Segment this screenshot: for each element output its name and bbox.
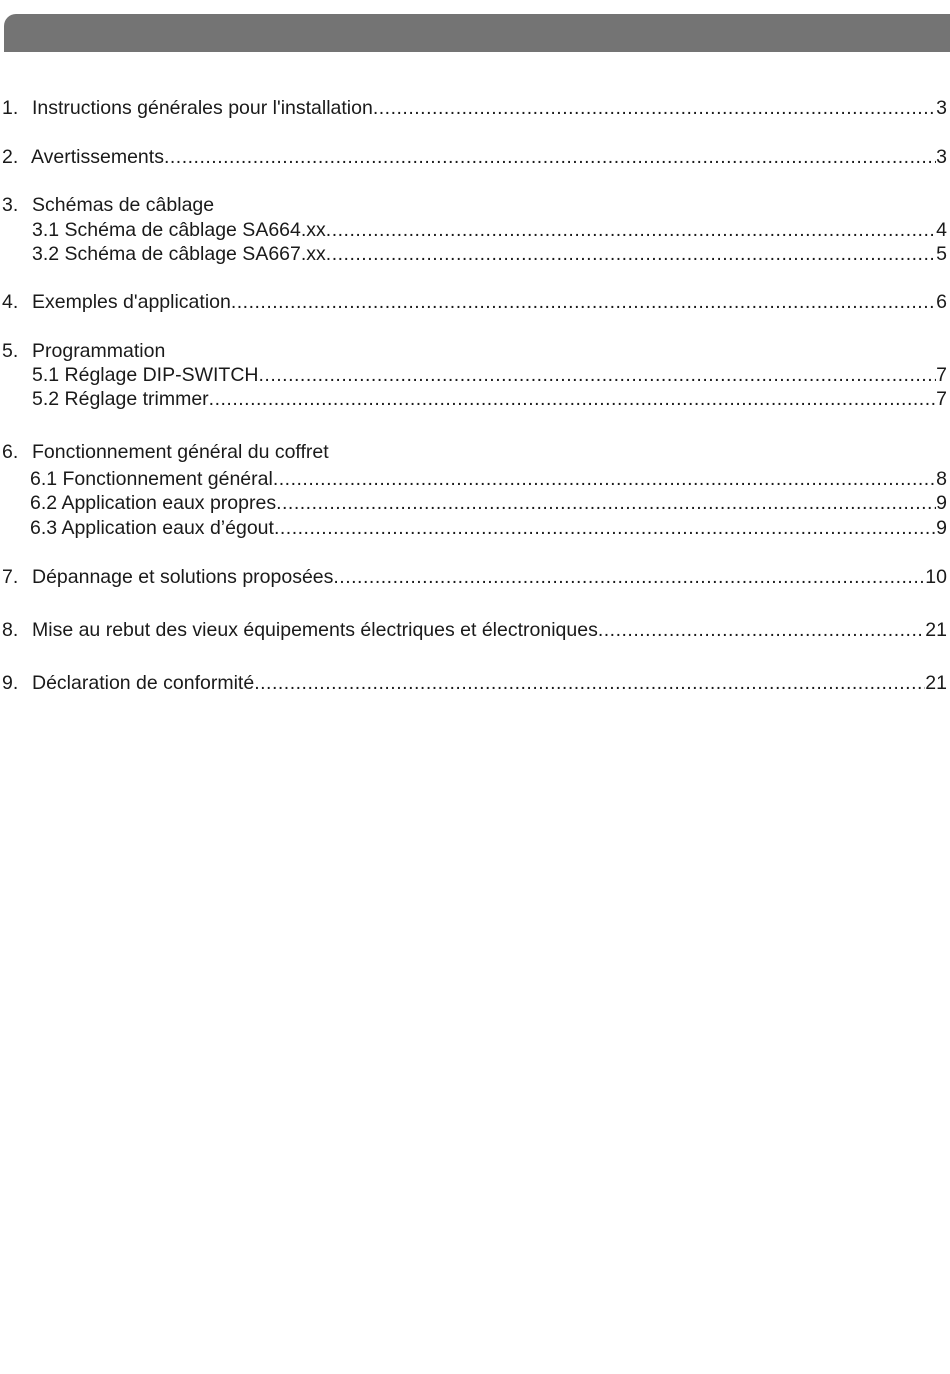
dot-leader — [254, 671, 925, 695]
toc-section-6[interactable] — [0, 440, 947, 464]
toc-entry-page: 7 — [936, 388, 947, 410]
toc-section-5[interactable] — [0, 339, 947, 363]
toc-entry-6-1[interactable] — [0, 467, 947, 491]
dot-leader — [598, 618, 925, 642]
toc-entry-1[interactable] — [0, 96, 947, 120]
toc-entry-8[interactable] — [0, 618, 947, 642]
toc-entry-title: Avertissements — [31, 146, 164, 168]
toc-entry-page: 21 — [925, 672, 947, 694]
dot-leader — [164, 145, 936, 169]
toc-entry-title: Mise au rebut des vieux équipements électriques et électroniques — [32, 619, 598, 641]
toc-entry-page: 8 — [936, 468, 947, 490]
toc-entry-6-3[interactable] — [0, 516, 947, 540]
toc-entry-3-1[interactable] — [0, 218, 947, 242]
toc-entry-title: 5.2 Réglage trimmer — [32, 388, 209, 410]
dot-leader — [273, 467, 936, 491]
toc-entry-title: 3.1 Schéma de câblage SA664.xx — [32, 219, 326, 241]
toc-section-title: Programmation — [32, 340, 166, 362]
toc-entry-number: 8. — [2, 619, 19, 641]
toc-entry-number: 9. — [2, 672, 19, 694]
toc-entry-number: 5. — [2, 340, 19, 362]
dot-leader — [326, 242, 936, 266]
toc-section-3[interactable] — [0, 193, 947, 217]
toc-entry-title: Déclaration de conformité — [32, 672, 255, 694]
toc-entry-page: 9 — [936, 492, 947, 514]
toc-entry-title: Instructions générales pour l'installation — [32, 97, 373, 119]
toc-entry-number: 1. — [2, 97, 19, 119]
toc-entry-title: 6.2 Application eaux propres — [30, 492, 277, 514]
dot-leader — [259, 363, 937, 387]
toc-section-title: Fonctionnement général du coffret — [32, 441, 329, 463]
toc-entry-5-1[interactable] — [0, 363, 947, 387]
toc-entry-page: 3 — [936, 97, 947, 119]
toc-entry-title: Dépannage et solutions proposées — [32, 566, 334, 588]
toc-entry-4[interactable] — [0, 290, 947, 314]
toc-entry-page: 6 — [936, 291, 947, 313]
toc-entry-number: 7. — [2, 566, 19, 588]
toc-entry-7[interactable] — [0, 565, 947, 589]
toc-entry-title: 3.2 Schéma de câblage SA667.xx — [32, 243, 326, 265]
dot-leader — [274, 516, 936, 540]
toc-entry-page: 5 — [936, 243, 947, 265]
toc-entry-2[interactable] — [0, 145, 947, 169]
toc-entry-title: 6.3 Application eaux d’égout — [30, 517, 274, 539]
toc-entry-page: 7 — [936, 364, 947, 386]
toc-entry-6-2[interactable] — [0, 491, 947, 515]
toc-entry-5-2[interactable] — [0, 387, 947, 411]
dot-leader — [231, 290, 936, 314]
toc-entry-page: 9 — [936, 517, 947, 539]
toc-entry-title: 6.1 Fonctionnement général — [30, 468, 273, 490]
toc-entry-number: 6. — [2, 441, 19, 463]
toc-entry-number: 3. — [2, 194, 19, 216]
toc-entry-title: Exemples d'application — [32, 291, 231, 313]
toc-entry-number: 2. — [2, 146, 19, 168]
toc-entry-3-2[interactable] — [0, 242, 947, 266]
dot-leader — [333, 565, 925, 589]
dot-leader — [276, 491, 936, 515]
toc-section-title: Schémas de câblage — [32, 194, 215, 216]
dot-leader — [209, 387, 936, 411]
toc-entry-page: 3 — [936, 146, 947, 168]
toc-entry-title: 5.1 Réglage DIP-SWITCH — [32, 364, 259, 386]
toc-entry-page: 4 — [936, 219, 947, 241]
dot-leader — [373, 96, 936, 120]
toc-entry-number: 4. — [2, 291, 19, 313]
toc-entry-9[interactable] — [0, 671, 947, 695]
toc-entry-page: 10 — [925, 566, 947, 588]
dot-leader — [326, 218, 936, 242]
toc-entry-page: 21 — [925, 619, 947, 641]
